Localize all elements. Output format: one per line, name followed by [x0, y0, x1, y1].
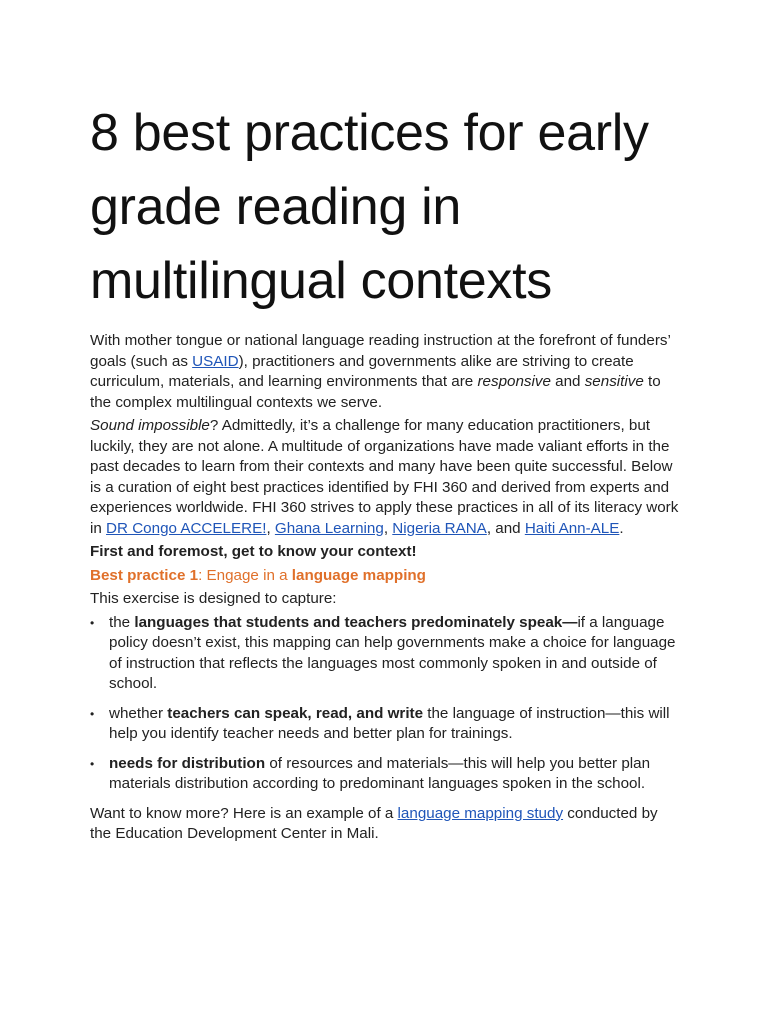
capture-list — [90, 613, 680, 795]
best-practice-topic: language mapping — [291, 566, 426, 584]
closing-paragraph: Want to know more? Here is an example of a language mapping study conducted by the Education Development Center in Mali. — [90, 804, 658, 842]
second-paragraph: Sound impossible? Admittedly, it’s a challenge for many education practitioners, but luckily, they are not alone. A multitude of organizations have made valiant efforts in the past decades to learn from their contexts and many have been quite successful. Below is a curation of eight best practices identified by FHI 360 and derived from experts and experiences worldwide. FHI 360 strives to apply these practices in all of its literacy work in DR Congo ACCELERE!, Ghana Learning, Nigeria RANA, and Haiti Ann-ALE. — [90, 417, 679, 537]
emphasis-sensitive: sensitive — [584, 373, 644, 390]
list-item: • whether teachers can speak, read, and write the language of instruction—this will help you identify teacher needs and better plan for trainings. — [90, 704, 670, 742]
best-practice-label: Best practice 1 — [90, 566, 199, 584]
exercise-intro: This exercise is designed to capture: — [90, 590, 337, 607]
bullet-icon: • — [90, 615, 95, 630]
list-item: • the languages that students and teachers predominately speak—if a language policy doesn’t exist, this mapping can help governments make a choice for language of instruction that reflects the languages most commonly spoken in and outside of school. — [90, 613, 676, 692]
intro-paragraph: With mother tongue or national language reading instruction at the forefront of funders’ goals (such as USAID), practitioners and governments alike are striving to create curriculum, materials, and learning environments that are responsive and sensitive to the complex multilingual contexts we serve. — [90, 332, 671, 411]
dr-congo-accelere-link[interactable]: DR Congo ACCELERE! — [106, 519, 267, 537]
page-title: 8 best practices for early grade reading in multilingual contexts — [90, 104, 649, 310]
emphasis-sound-impossible: Sound impossible — [90, 417, 210, 434]
haiti-ann-ale-link[interactable]: Haiti Ann-ALE — [524, 519, 620, 537]
list-item: • needs for distribution of resources and materials—this will help you better plan materials distribution according to predominant languages spoken in the school. — [90, 754, 651, 792]
ghana-learning-link[interactable]: Ghana Learning — [274, 519, 384, 537]
usaid-link[interactable]: USAID — [192, 352, 239, 370]
article — [90, 96, 680, 848]
bullet-icon: • — [90, 756, 95, 771]
first-heading: First and foremost, get to know your context! — [90, 543, 417, 560]
nigeria-rana-link[interactable]: Nigeria RANA — [392, 519, 487, 537]
emphasis-responsive: responsive — [477, 373, 551, 390]
best-practice-heading: Best practice 1: Engage in a language mapping — [90, 566, 426, 584]
article-body — [90, 331, 680, 845]
bullet-icon: • — [90, 706, 95, 721]
language-mapping-study-link[interactable]: language mapping study — [397, 804, 564, 822]
